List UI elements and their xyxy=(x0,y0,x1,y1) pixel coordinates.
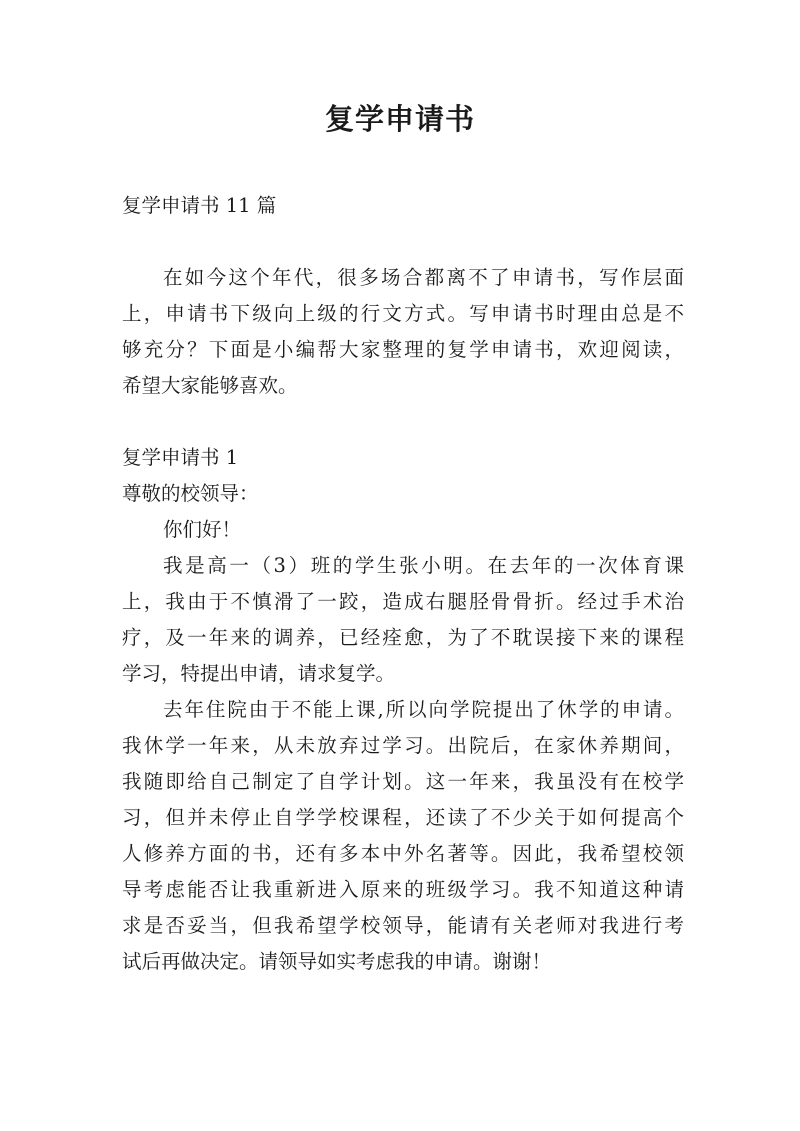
paragraph-line: 试后再做决定。请领导如实考虑我的申请。谢谢！ xyxy=(122,950,552,973)
paragraph-line: 上，申请书下级向上级的行文方式。写申请书时理由总是不 xyxy=(122,302,684,325)
body-paragraph-2 xyxy=(122,692,684,980)
document-title: 复学申请书 xyxy=(324,102,475,136)
spacer xyxy=(122,224,684,260)
intro-paragraph xyxy=(122,260,684,404)
paragraph-line: 去年住院由于不能上课,所以向学院提出了休学的申请。 xyxy=(163,698,684,721)
salutation: 尊敬的校领导： xyxy=(122,482,259,505)
body-paragraph-1 xyxy=(122,548,684,692)
greeting: 你们好！ xyxy=(163,518,242,541)
paragraph-line: 求是否妥当，但我希望学校领导，能请有关老师对我进行考 xyxy=(122,914,684,937)
paragraph-line: 我随即给自己制定了自学计划。这一年来，我虽没有在校学 xyxy=(122,770,684,793)
paragraph-line: 人修养方面的书，还有多本中外名著等。因此，我希望校领 xyxy=(122,842,684,865)
paragraph-line: 我休学一年来，从未放弃过学习。出院后，在家休养期间， xyxy=(122,734,684,757)
paragraph-line: 学习，特提出申请，请求复学。 xyxy=(122,662,396,685)
document-body xyxy=(122,188,684,980)
paragraph-line: 希望大家能够喜欢。 xyxy=(122,374,298,397)
paragraph-line: 我是高一（3）班的学生张小明。在去年的一次体育课 xyxy=(163,554,684,577)
section-heading: 复学申请书 1 xyxy=(122,446,239,469)
paragraph-line: 导考虑能否让我重新进入原来的班级学习。我不知道这种请 xyxy=(122,878,684,901)
paragraph-line: 疗，及一年来的调养，已经痊愈，为了不耽误接下来的课程 xyxy=(122,626,684,649)
paragraph-line: 习，但并未停止自学学校课程，还读了不少关于如何提高个 xyxy=(122,806,684,829)
paragraph-line: 在如今这个年代，很多场合都离不了申请书，写作层面 xyxy=(163,266,684,289)
paragraph-line: 上，我由于不慎滑了一跤，造成右腿胫骨骨折。经过手术治 xyxy=(122,590,684,613)
spacer xyxy=(122,404,684,440)
document-subtitle: 复学申请书 11 篇 xyxy=(122,194,277,217)
paragraph-line: 够充分？下面是小编帮大家整理的复学申请书，欢迎阅读， xyxy=(122,338,684,361)
